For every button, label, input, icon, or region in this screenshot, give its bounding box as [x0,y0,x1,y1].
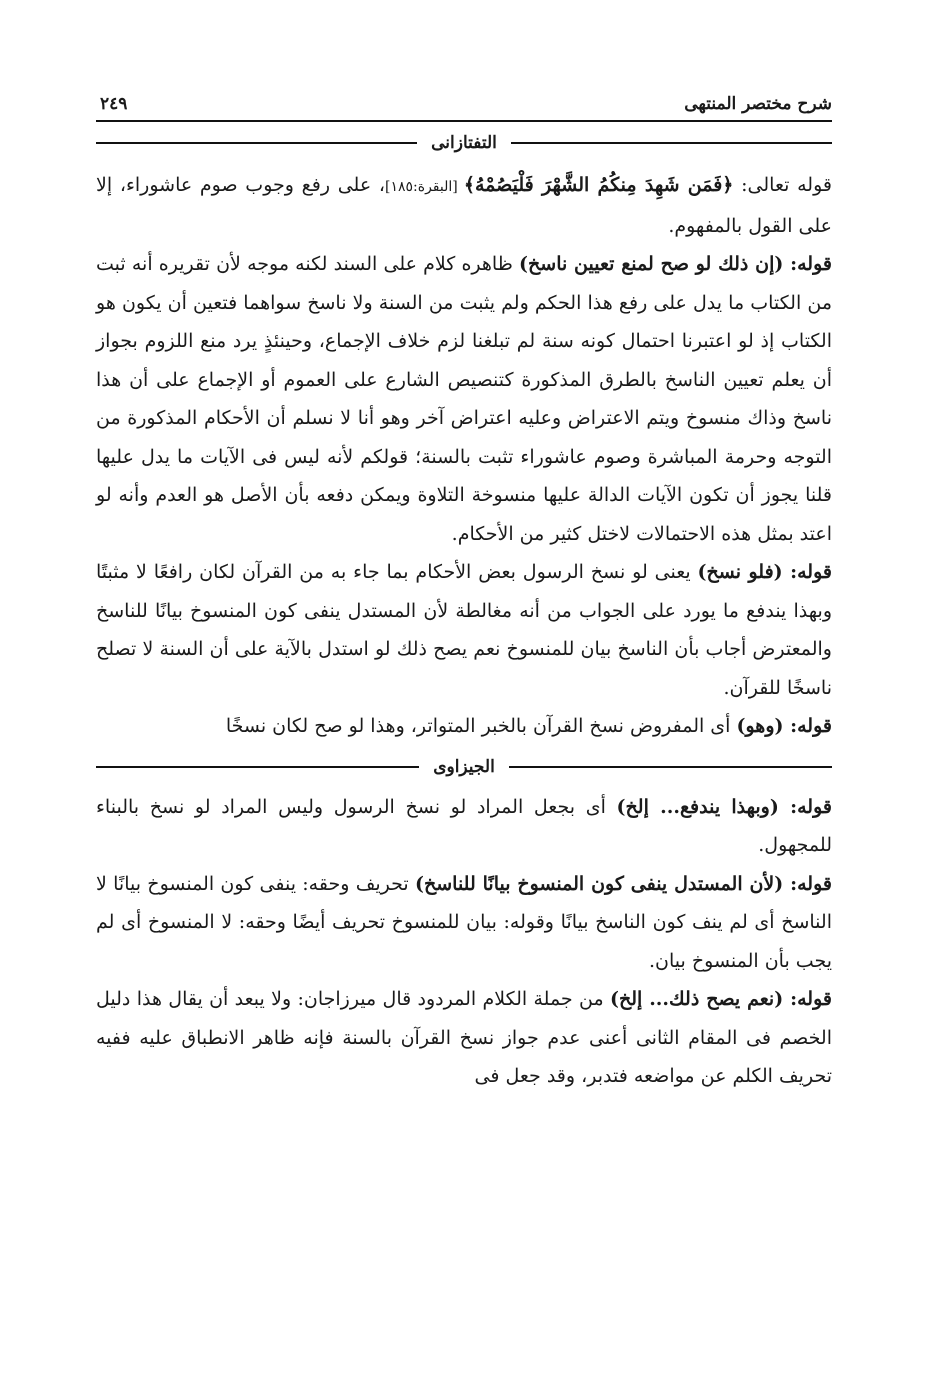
paragraph-text: يعنى لو نسخ الرسول بعض الأحكام بما جاء به من القرآن لكان رافعًا لا مثبتًا وبهذا يندفع ما يورد على الجواب من أنه مغالطة لأن المستدل ينفى كون المنسوخ بيانًا للناسخ والمعترض أجاب بأن الناسخ بيان للمنسوخ نعم يصح ذلك لو استدل بالآية على أن السنة لا تصلح ناسخًا للقرآن. [96,561,832,699]
paragraph-text: قوله تعالى: [733,174,832,196]
quran-verse: ﴿فَمَن شَهِدَ مِنكُمُ الشَّهْرَ فَلْيَصُمْهُ﴾ [463,174,734,196]
paragraph-lead: قوله: (إن ذلك لو صح لمنع تعيين ناسخ) [519,253,832,275]
taftazani-commentary [96,166,832,746]
paragraph-text: من جملة الكلام المردود قال ميرزاجان: ولا يبعد أن يقال هذا دليل الخصم فى المقام الثانى أعنى عدم جواز نسخ القرآن بالسنة فإنه ظاهر الانطباق عليه ففيه تحريف الكلم عن مواضعه فتدبر، وقد جعل فى [96,988,832,1087]
paragraph-text: ، على رفع وجوب صوم عاشوراء، إلا على القول بالمفهوم. [96,174,832,237]
page-number: ٢٤٩ [100,94,128,114]
divider-line [96,142,417,144]
paragraph [96,707,832,746]
paragraph-lead: قوله: (وبهذا يندفع... إلخ) [616,795,832,818]
paragraph-text: ظاهره كلام على السند لكنه موجه لأن تقريره أنه ثبت من الكتاب ما يدل على رفع هذا الحكم ولم يثبت من السنة ولا ناسخ سواهما فتعين أن يكون هو الكتاب إذ لو اعتبرنا احتمال كونه سنة لم تبلغنا لزم خلاف الإجماع، وحينئذٍ يرد منع اللزوم بجواز أن يعلم تعيين الناسخ بالطرق المذكورة كتنصيص الشارع على العموم أو الإجماع على أن هذا ناسخ وذاك منسوخ ويتم الاعتراض وعليه اعتراض آخر وهو أنا لا نسلم أن الأحكام المذكورة من التوجه وحرمة المباشرة وصوم عاشوراء تثبت بالسنة؛ قولكم لأنه ليس فى الآيات ما يدل عليها قلنا يجوز أن تكون الآيات الدالة عليها منسوخة التلاوة ويمكن دفعه بأن الأصل هو العدم وأنه لو اعتد بمثل هذه الاحتمالات لاختل كثير من الأحكام. [96,253,832,545]
paragraph [96,980,832,1096]
section-title: الجيزاوى [433,756,495,777]
paragraph-text: أى بجعل المراد لو نسخ الرسول وليس المراد لو نسخ بالبناء للمجهول. [96,795,832,856]
paragraph-lead: قوله: (فلو نسخ) [697,561,832,583]
section-title: التفتازانى [431,133,497,153]
paragraph-lead: قوله: (وهو) [736,715,832,737]
section-divider-jizawi [96,746,832,788]
paragraph-text: تحريف وحقه: ينفى كون المنسوخ بيانًا لا الناسخ أى لم ينف كون الناسخ بيانًا وقوله: بيان للمنسوخ تحريف أيضًا وحقه: لا المنسوخ أى لم يجب بأن المنسوخ بيان. [96,872,832,972]
paragraph-text: أى المفروض نسخ القرآن بالخبر المتواتر، وهذا لو صح لكان نسخًا [225,715,737,737]
paragraph-lead: قوله: (لأن المستدل ينفى كون المنسوخ بيانًا للناسخ) [414,872,832,895]
paragraph [96,788,832,865]
document-page [96,80,832,1096]
paragraph-lead: قوله: (نعم يصح ذلك... إلخ) [609,988,832,1010]
divider-line [509,766,832,768]
paragraph [96,553,832,707]
running-header [96,80,832,114]
book-title: شرح مختصر المنتهى [684,94,832,114]
divider-line [511,142,832,144]
divider-line [96,766,419,768]
jizawi-commentary [96,788,832,1096]
paragraph [96,166,832,245]
paragraph [96,245,832,553]
verse-citation: [البقرة:١٨٥] [385,179,464,195]
paragraph [96,865,832,981]
section-divider-taftazani [96,122,832,164]
